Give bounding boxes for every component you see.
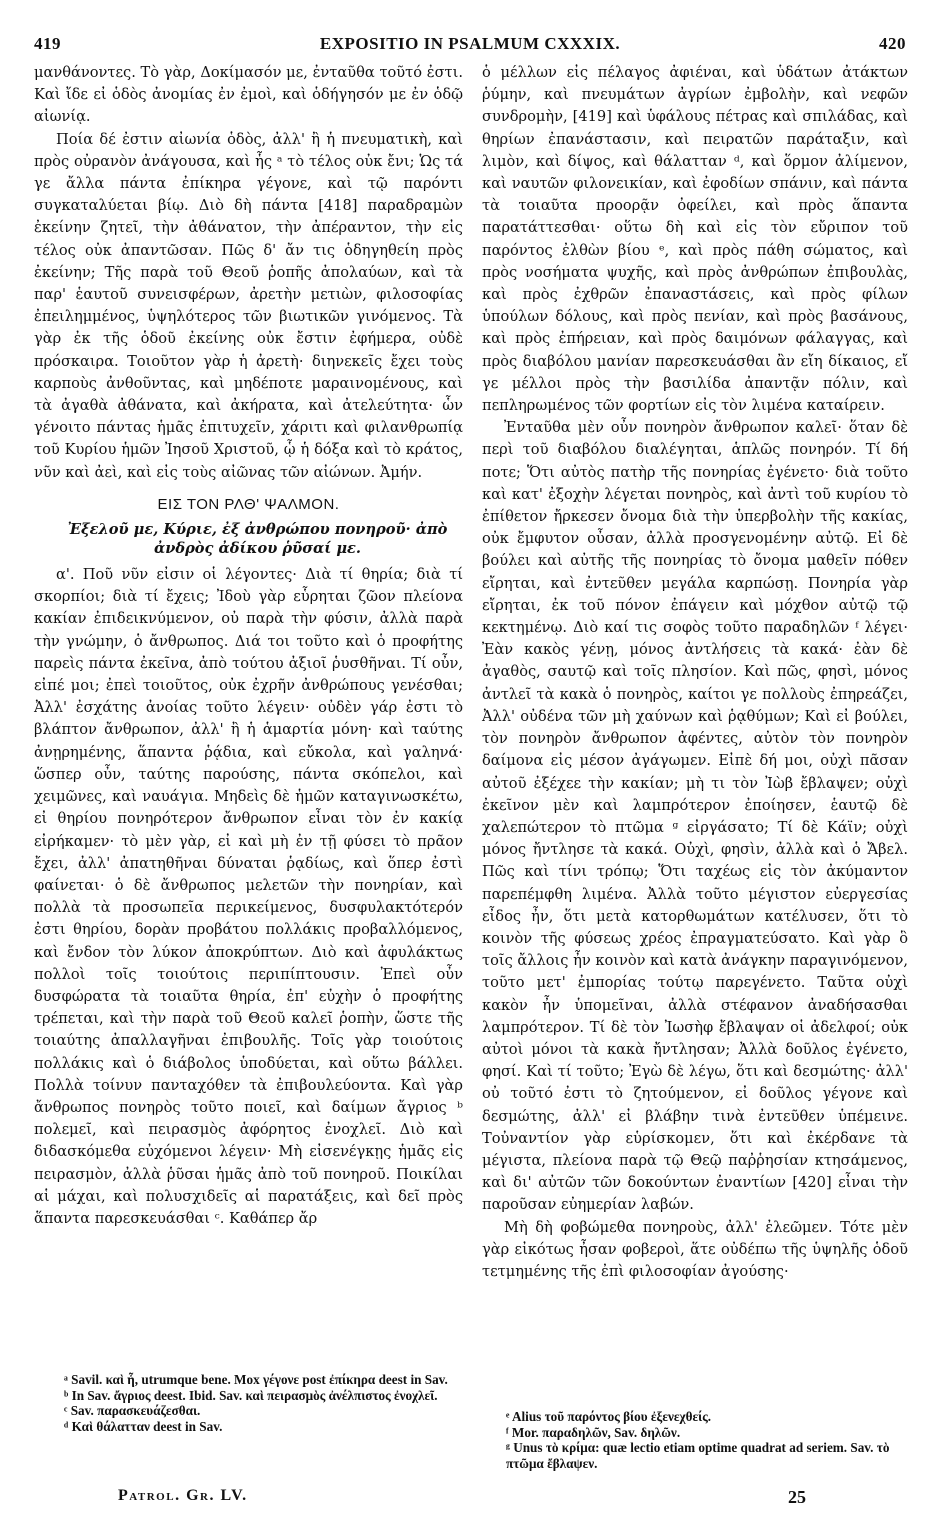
footnotes-right — [506, 1409, 916, 1471]
footnotes-left — [64, 1372, 454, 1434]
collection-footer: Patrol. Gr. LV. — [118, 1487, 248, 1504]
page-title: EXPOSITIO IN PSALMUM CXXXIX. — [319, 34, 621, 53]
footnote: ᵇ In Sav. ἄγριος deest. Ibid. Sav. καὶ πειρασμὸς ἀνέλπιστος ἐνοχλεῖ. — [64, 1387, 438, 1403]
signature-mark: 25 — [788, 1487, 806, 1507]
footnote: ᵍ Unus τὸ κρίμα: quæ lectio etiam optime quadrat ad seriem. Sav. τὸ πτῶμα ἔβλαψεν. — [506, 1440, 890, 1471]
footnote: ᵈ Καὶ θάλατταν deest in Sav. — [64, 1418, 223, 1434]
right-paragraph-1: ὁ μέλλων εἰς πέλαγος ἀφιέναι, καὶ ὑδάτων ἀτάκτων ῥύμην, καὶ πνευμάτων ἀγρίων ἐμβολὴν, καὶ νεφῶν συνδρομὴν, [419] καὶ ὑφάλους πέτρας καὶ σπιλάδας, καὶ θηρίων ἐπανάστασιν, καὶ πειρατῶν παράταξιν, καὶ λιμὸν, καὶ δίψος, καὶ θάλατταν ᵈ, καὶ ὅρμον ἀλίμενον, καὶ ναυτῶν φιλονεικίαν, καὶ ἐφοδίων σπάνιν, καὶ πάντα τὰ τοιαῦτα προορᾷν ὀφείλει, καὶ πρὸς ἅπαντα παρατάττεσθαι· οὕτω δὴ καὶ εἰς τὸν εὔριπον τοῦ παρόντος ἐλθὼν βίου ᵉ, καὶ πρὸς πάθη σώματος, καὶ πρὸς νοσήματα ψυχῆς, καὶ πρὸς ἀνθρώπων ἐπιβουλὰς, καὶ πρὸς ἐχθρῶν ἐπαναστάσεις, καὶ πρὸς φίλων ὑπούλων δόλους, καὶ πρὸς πενίαν, καὶ πρὸς βασάνους, καὶ πρὸς ἐπήρειαν, καὶ πρὸς δαιμόνων φάλαγγας, καὶ πρὸς διαβόλου μανίαν παρεσκευάσθαι ἂν εἴη δίκαιος, εἴ γε μέλλοι πρὸς τὴν βασιλίδα ἀπαντᾷν πόλιν, καὶ πεπληρωμένος τῶν φορτίων εἰς τὸν λιμένα καταίρειν. — [482, 64, 908, 415]
psalm-title: ΕΙΣ ΤΟΝ ΡΛΘ' ΨΑΛΜΟΝ. — [157, 495, 340, 513]
page-number-right: 420 — [879, 34, 906, 53]
right-paragraph-2: Ἐνταῦθα μὲν οὖν πονηρὸν ἄνθρωπον καλεῖ· ὅταν δὲ περὶ τοῦ διαβόλου διαλέγηται, ἁπλῶς πονηρόν. Τί δή ποτε; Ὅτι αὐτὸς πατὴρ τῆς πονηρίας ἐγένετο· διὰ τοῦτο καὶ κατ' ἐξοχὴν λέγεται πονηρὸς, καὶ ἀντὶ τοῦ κυρίου τὸ ἐπίθετον ἤρκεσεν ὄνομα διὰ τὴν ὑπερβολὴν τῆς κακίας, οὐκ ἔμφυτον οὖσαν, ἀλλὰ προσγενομένην αὐτῷ. Εἰ δὲ βούλει καὶ αὐτῆς τῆς πονηρίας τὸ ὄνομα μαθεῖν πόθεν εἴρηται, καὶ ἐντεῦθεν μεγάλα καρπώσῃ. Πονηρία γὰρ εἴρηται, ἐκ τοῦ πόνον ἐπάγειν καὶ μόχθον αὐτῷ τῷ κεκτημένῳ. Διὸ καί τις σοφὸς τοῦτο παραδηλῶν ᶠ λέγει· Ἐὰν κακὸς γένῃ, μόνος ἀντλήσεις τὰ κακά· ἐὰν δὲ ἀγαθὸς, σαυτῷ καὶ τοῖς πλησίον. Καὶ πῶς, φησὶ, μόνος ἀντλεῖ τὰ κακὰ ὁ πονηρὸς, καίτοι γε πολλοὺς ἐπηρεάζει, Ἀλλ' οὐδένα τῶν μὴ χαύνων καὶ ῥᾳθύμων; Καὶ εἰ βούλει, τὸν πονηρὸν ἄνθρωπον ἀφέντες, αὐτὸν τὸν πονηρὸν δαίμονα εἰς μέσον ἀγάγωμεν. Εἰπὲ δή μοι, οὐχὶ πᾶσαν αὐτοῦ ἐξέχεε τὴν κακίαν; μὴ τι τὸν Ἰὼβ ἔβλαψεν; οὐχὶ ἐκεῖνον μὲν καὶ λαμπρότερον ἐποίησεν, ἑαυτῷ δὲ χαλεπώτερον τὸ πτῶμα ᵍ εἰργάσατο; Τί δὲ Κάϊν; οὐχὶ μόνος ἤντλησε τὰ κακά. Οὐχὶ, φησὶν, ἀλλὰ καὶ ὁ Ἄβελ. Πῶς καὶ τίνι τρόπῳ; Ὅτι ταχέως εἰς τὸν ἀκύμαντον παρεπέμφθη λιμένα. Ἀλλὰ τοῦτο μέγιστον εὐεργεσίας εἶδος ἦν, ὅτι μετὰ κατορθωμάτων κατέλυσεν, ὅτι τὸ κοινὸν τῆς φύσεως χρέος ἐπραγματεύσατο. Καὶ γὰρ ὃ τοῖς ἄλλοις ἦν κοινὸν καὶ κατὰ ἀνάγκην παραγινόμενον, τοῦτο μετ' ἐμπορίας τούτῳ παρεγένετο. Ταῦτα οὐχὶ κακὸν ἦν ὑπομεῖναι, ἀλλὰ στέφανον ἀναδήσασθαι λαμπρότερον. Τί δὲ τὸν Ἰωσὴφ ἔβλαψαν οἱ ἀδελφοί; οὐκ αὐτοὶ μόνοι τὰ κακὰ ἤντλησαν; Ἀλλὰ δοῦλος ἐγένετο, φησί. Καὶ τί τοῦτο; Ἐγὼ δὲ λέγω, ὅτι καὶ δεσμώτης· ἀλλ' οὐ τοῦτό ἐστι τὸ ζητούμενον, εἰ δοῦλος γέγονε καὶ δεσμώτης, ἀλλ' εἰ βλάβην τινὰ ἐντεῦθεν ὑπέμεινε. Τοὐναντίον γὰρ εὑρίσκομεν, ὅτι καὶ ἐκέρδανε τὰ μέγιστα, πλείονα παρὰ τῷ Θεῷ παῤῥησίαν κτησάμενος, καὶ δι' αὐτῶν τῶν δοκούντων ἐναντίων [420] εἶναι τὴν παροῦσαν εὐημερίαν λαβών. — [482, 419, 908, 1214]
footnote: ᵉ Alius τοῦ παρόντος βίου ἐξενεχθείς. — [506, 1409, 712, 1424]
psalm-verse: Ἐξελοῦ με, Κύριε, ἐξ ἀνθρώπου πονηροῦ· ἀπὸ ἀνδρὸς ἀδίκου ῥῦσαί με. — [67, 521, 448, 558]
left-column — [34, 62, 463, 1230]
right-column — [482, 62, 908, 1283]
right-paragraph-3: Μὴ δὴ φοβώμεθα πονηροὺς, ἀλλ' ἐλεῶμεν. Τότε μὲν γὰρ εἰκότως ἦσαν φοβεροὶ, ἅτε οὐδέπω τῆς ὑψηλῆς ὁδοῦ τετμημένης τῆς ἐπὶ φιλοσοφίαν ἀγούσης· — [482, 1218, 908, 1280]
footnote: ᶠ Mor. παραδηλῶν, Sav. δηλῶν. — [506, 1424, 681, 1440]
footnote: ᵃ Savil. καὶ ἧ, utrumque bene. Mox γέγονε post ἐπίκηρα deest in Sav. — [64, 1372, 448, 1387]
left-paragraph-3: α'. Ποῦ νῦν εἰσιν οἱ λέγοντες· Διὰ τί θηρία; διὰ τί σκορπίοι; διὰ τί ἔχεις; Ἰδοὺ γὰρ εὗρηται ζῶον πλείονα κακίαν ἐπιδεικνύμενον, οὐ παρὰ τὴν φύσιν, ἀλλὰ παρὰ τὴν γνώμην, ὁ ἄνθρωπος. Διά τοι τοῦτο καὶ ὁ προφήτης παρεὶς πάντα ἐκεῖνα, ἀπὸ τούτου ἀξιοῖ ῥυσθῆναι. Τί οὖν, εἰπέ μοι; ἐπεὶ τοιοῦτος, οὐκ ἐχρῆν ἀνθρώπους γενέσθαι; Ἀλλ' ἐσχάτης ἀνοίας τοῦτο λέγειν· οὐδὲν γάρ ἐστι τὸ βλάπτον ἄνθρωπον, ἀλλ' ἢ ἡ ἁμαρτία μόνη· καὶ ταύτης ἀνῃρημένης, ἅπαντα ῥᾴδια, καὶ εὔκολα, καὶ γαληνά· ὥσπερ οὖν, ταύτης παρούσης, πάντα σκόπελοι, καὶ χειμῶνες, καὶ ναυάγια. Μηδεὶς δὲ ἡμῶν καταγινωσκέτω, εἰ θηρίου πονηρότερον ἄνθρωπον εἶναι τὸν ἐν κακίᾳ εἰρήκαμεν· τὸ μὲν γὰρ, εἰ καὶ μὴ ἐν τῇ φύσει τὸ πρᾶον ἔχει, ἀλλ' ἀπατηθῆναι δύναται ῥᾳδίως, καὶ ὅπερ ἐστὶ φαίνεται· ὁ δὲ ἄνθρωπος μελετῶν τὴν πονηρίαν, καὶ πολλὰ τὰ προσωπεῖα περικείμενος, δυσφυλακτότερόν ἐστι θηρίου, δορὰν προβάτου πολλάκις προβαλλόμενος, καὶ ἔνδον τὸν λύκον ἀποκρύπτων. Διὸ καὶ ἀφυλάκτως πολλοὶ τοῖς τοιούτοις περιπίπτουσιν. Ἐπεὶ οὖν δυσφώρατα τὰ τοιαῦτα θηρία, ἐπ' εὐχὴν ὁ προφήτης τρέπεται, καὶ τὴν παρὰ τοῦ Θεοῦ καλεῖ ῥοπὴν, ὥστε τῆς τοιαύτης ἀπαλλαγῆναι ἐπιβουλῆς. Τοῖς γὰρ τοιούτοις πολλάκις καὶ ὁ διάβολος ὑποδύεται, καὶ οὕτω βάλλει. Πολλὰ τοίνυν πανταχόθεν τὰ ἐπιβουλεύοντα. Καὶ γὰρ ἄνθρωπος πονηρὸς τοῦτο ποιεῖ, καὶ δαίμων ἄγριος ᵇ πολεμεῖ, καὶ πειρασμὸς ἀφόρητος ἐνοχλεῖ. Διὸ καὶ διδασκόμεθα εὐχόμενοι λέγειν· Μὴ εἰσενέγκῃς ἡμᾶς εἰς πειρασμὸν, ἀλλὰ ῥῦσαι ἡμᾶς ἀπὸ τοῦ πονηροῦ. Ποικίλαι αἱ μάχαι, καὶ πολυσχιδεῖς αἱ παρατάξεις, καὶ δεῖ πρὸς ἅπαντα παρεσκευάσθαι ᶜ. Καθάπερ ἄρ — [34, 566, 463, 1227]
left-paragraph-1: μανθάνοντες. Τὸ γὰρ, Δοκίμασόν με, ἐνταῦθα τοῦτό ἐστι. Καὶ ἴδε εἰ ὁδὸς ἀνομίας ἐν ἐμοὶ, καὶ ὁδήγησόν με ἐν ὁδῷ αἰωνίᾳ. — [34, 64, 463, 126]
page-number-left: 419 — [34, 34, 61, 53]
footnote: ᶜ Sav. παρασκευάζεσθαι. — [64, 1403, 201, 1418]
running-head — [34, 34, 906, 60]
left-paragraph-2: Ποία δέ ἐστιν αἰωνία ὁδὸς, ἀλλ' ἢ ἡ πνευματικὴ, καὶ πρὸς οὐρανὸν ἀνάγουσα, καὶ ἧς ᵃ τὸ τέλος οὐκ ἔνι; Ὡς τά γε ἄλλα πάντα ἐπίκηρα γέγονε, καὶ τῷ παρόντι συγκαταλύεται βίῳ. Διὸ δὴ πάντα [418] παραδραμὼν ἐκείνην ζητεῖ, τὴν ἀθάνατον, τὴν ἀπέραντον, τὴν εἰς τέλος οὐκ ἀπαντῶσαν. Πῶς δ' ἄν τις ὁδηγηθείη πρὸς ἐκείνην; Τῆς παρὰ τοῦ Θεοῦ ῥοπῆς ἀπολαύων, καὶ τὰ παρ' ἑαυτοῦ συνεισφέρων, ἀρετὴν μετιὼν, φιλοσοφίας ἐπειλημμένος, ὑψηλότερος τῶν βιωτικῶν γινόμενος. Τὰ γὰρ ἐκ τῆς ὁδοῦ ἐκείνης οὐκ ἔστιν ἐφήμερα, οὐδὲ πρόσκαιρα. Τοιοῦτον γὰρ ἡ ἀρετὴ· διηνεκεῖς ἔχει τοὺς καρποὺς ἀνθοῦντας, καὶ μηδέποτε μαραινομένους, καὶ τὰ ἀγαθὰ ἀθάνατα, καὶ ἀκήρατα, καὶ ἀτελεύτητα· ὧν γένοιτο πάντας ἡμᾶς ἐπιτυχεῖν, χάριτι καὶ φιλανθρωπίᾳ τοῦ Κυρίου ἡμῶν Ἰησοῦ Χριστοῦ, ᾧ ἡ δόξα καὶ τὸ κράτος, νῦν καὶ ἀεὶ, καὶ εἰς τοὺς αἰῶνας τῶν αἰώνων. Ἀμήν. — [34, 130, 463, 481]
